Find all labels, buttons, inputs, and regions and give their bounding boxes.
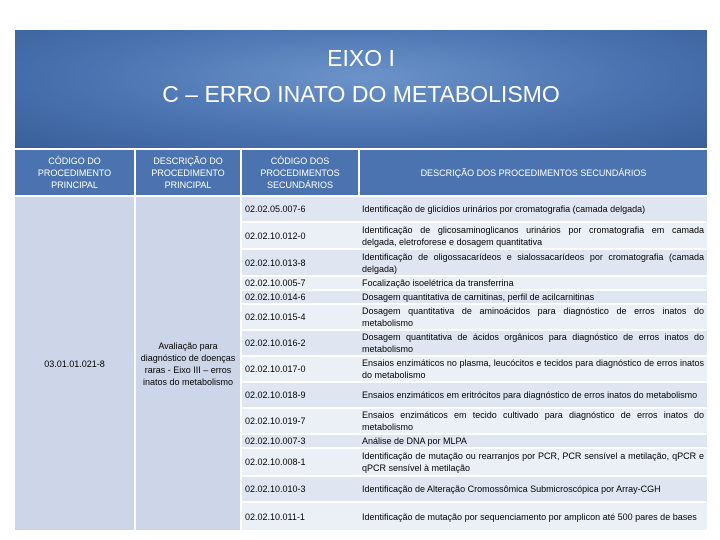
secondary-code: 02.02.10.005-7: [241, 276, 359, 290]
secondary-code: 02.02.10.014-6: [241, 290, 359, 304]
secondary-description: Identificação de mutação por sequenciamento por amplicon até 500 pares de bases: [359, 502, 707, 530]
secondary-code: 02.02.10.011-1: [241, 502, 359, 530]
secondary-code: 02.02.10.013-8: [241, 249, 359, 276]
secondary-description: Análise de DNA por MLPA: [359, 434, 707, 448]
header-main-code: CÓDIGO DO PROCEDIMENTO PRINCIPAL: [15, 150, 135, 196]
secondary-description: Dosagem quantitativa de carnitinas, perfil de acilcarnitinas: [359, 290, 707, 304]
secondary-description: Focalização isoelétrica da transferrina: [359, 276, 707, 290]
header-secondary-descriptions: DESCRIÇÃO DOS PROCEDIMENTOS SECUNDÁRIOS: [359, 150, 707, 196]
main-procedure-code: 03.01.01.021-8: [15, 196, 135, 530]
title-banner: [15, 30, 707, 148]
secondary-description: Dosagem quantitativa de aminoácidos para diagnóstico de erros inatos do metabolismo: [359, 304, 707, 330]
secondary-code: 02.02.10.017-0: [241, 356, 359, 382]
secondary-code: 02.02.10.010-3: [241, 476, 359, 502]
secondary-description: Identificação de Alteração Cromossômica Submicroscópica por Array-CGH: [359, 476, 707, 502]
secondary-description: Ensaios enzimáticos no plasma, leucócitos e tecidos para diagnóstico de erros inatos do metabolismo: [359, 356, 707, 382]
procedures-table: [15, 150, 707, 530]
secondary-description: Identificação de mutação ou rearranjos por PCR, PCR sensível a metilação, qPCR e qPCR sensível à metilação: [359, 448, 707, 476]
header-secondary-codes: CÓDIGO DOS PROCEDIMENTOS SECUNDÁRIOS: [241, 150, 359, 196]
secondary-code: 02.02.10.019-7: [241, 408, 359, 434]
table-row: [15, 196, 707, 222]
secondary-code: 02.02.10.012-0: [241, 222, 359, 249]
secondary-description: Ensaios enzimáticos em tecido cultivado para diagnóstico de erros inatos do metabolismo: [359, 408, 707, 434]
secondary-description: Ensaios enzimáticos em eritrócitos para diagnóstico de erros inatos do metabolismo: [359, 382, 707, 408]
secondary-description: Identificação de glicosaminoglicanos urinários por cromatografia em camada delgada, eletroforese e dosagem quantitativa: [359, 222, 707, 249]
header-main-description: DESCRIÇÃO DO PROCEDIMENTO PRINCIPAL: [135, 150, 241, 196]
secondary-code: 02.02.10.015-4: [241, 304, 359, 330]
secondary-code: 02.02.10.018-9: [241, 382, 359, 408]
table-header-row: [15, 150, 707, 196]
title-line-2: C – ERRO INATO DO METABOLISMO: [162, 81, 560, 107]
secondary-description: Dosagem quantitativa de ácidos orgânicos para diagnóstico de erros inatos do metabolismo: [359, 330, 707, 356]
main-procedure-description: Avaliação para diagnóstico de doenças raras - Eixo III – erros inatos do metabolismo: [135, 196, 241, 530]
secondary-description: Identificação de glicídios urinários por cromatografia (camada delgada): [359, 196, 707, 222]
secondary-description: Identificação de oligossacarídeos e sialossacarídeos por cromatografia (camada delgada): [359, 249, 707, 276]
title-line-1: EIXO I: [327, 45, 395, 71]
secondary-code: 02.02.05.007-6: [241, 196, 359, 222]
secondary-code: 02.02.10.016-2: [241, 330, 359, 356]
secondary-code: 02.02.10.007-3: [241, 434, 359, 448]
secondary-code: 02.02.10.008-1: [241, 448, 359, 476]
